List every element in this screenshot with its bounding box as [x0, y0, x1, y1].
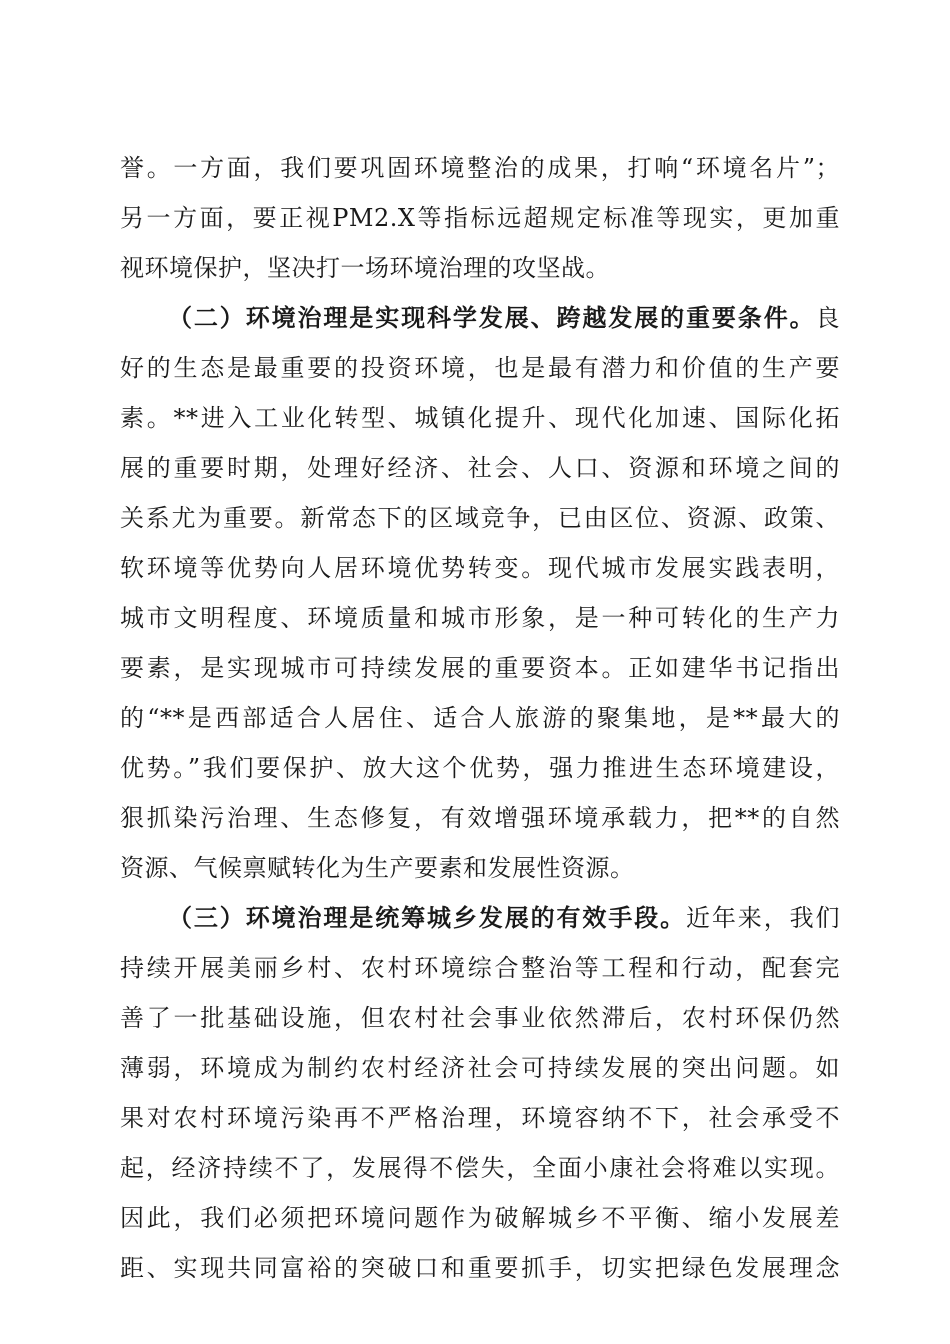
paragraph-2-line-9: 的“**是西部适合人居住、适合人旅游的聚集地，是**最大的: [120, 704, 840, 732]
paragraph-2-line-5: 关系尤为重要。新常态下的区域竞争，已由区位、资源、政策、: [120, 504, 840, 532]
paragraph-2-line-11: 狠抓染污治理、生态修复，有效增强环境承载力，把**的自然: [120, 804, 840, 832]
paragraph-3-line-7: 因此，我们必须把环境问题作为破解城乡不平衡、缩小发展差: [120, 1204, 840, 1232]
paragraph-2-heading: （二）环境治理是实现科学发展、跨越发展的重要条件。: [168, 303, 816, 332]
paragraph-2-first-line-rest: 良: [815, 304, 840, 332]
paragraph-1-line-1: 誉。一方面，我们要巩固环境整治的成果，打响“环境名片”；: [120, 154, 840, 182]
paragraph-2-line-2: 好的生态是最重要的投资环境，也是最有潜力和价值的生产要: [120, 354, 840, 382]
paragraph-2-line-10: 优势。”我们要保护、放大这个优势，强力推进生态环境建设，: [120, 754, 840, 782]
paragraph-2-first-line: [168, 303, 840, 333]
paragraph-3-line-4: 薄弱，环境成为制约农村经济社会可持续发展的突出问题。如: [120, 1054, 840, 1082]
paragraph-1-line-3: 视环境保护，坚决打一场环境治理的攻坚战。: [120, 254, 610, 282]
paragraph-2-line-4: 展的重要时期，处理好经济、社会、人口、资源和环境之间的: [120, 454, 840, 482]
paragraph-3-line-3: 善了一批基础设施，但农村社会事业依然滞后，农村环保仍然: [120, 1004, 840, 1032]
paragraph-3-first-line: [168, 903, 840, 933]
paragraph-2-line-7: 城市文明程度、环境质量和城市形象，是一种可转化的生产力: [120, 604, 840, 632]
paragraph-3-line-5: 果对农村环境污染再不严格治理，环境容纳不下，社会承受不: [120, 1104, 840, 1132]
paragraph-2-line-8: 要素，是实现城市可持续发展的重要资本。正如建华书记指出: [120, 654, 840, 682]
paragraph-1-line-2: 另一方面，要正视PM2.X等指标远超规定标准等现实，更加重: [120, 204, 840, 232]
paragraph-3-line-2: 持续开展美丽乡村、农村环境综合整治等工程和行动，配套完: [120, 954, 840, 982]
paragraph-2-line-12: 资源、气候禀赋转化为生产要素和发展性资源。: [120, 854, 635, 882]
paragraph-2-line-3: 素。**进入工业化转型、城镇化提升、现代化加速、国际化拓: [120, 404, 840, 432]
paragraph-3-line-6: 起，经济持续不了，发展得不偿失，全面小康社会将难以实现。: [120, 1154, 840, 1182]
paragraph-3-heading: （三）环境治理是统筹城乡发展的有效手段。: [168, 903, 686, 932]
paragraph-3-line-8: 距、实现共同富裕的突破口和重要抓手，切实把绿色发展理念: [120, 1254, 840, 1282]
paragraph-3-first-line-rest: 近年来，我们: [686, 904, 840, 932]
paragraph-2-line-6: 软环境等优势向人居环境优势转变。现代城市发展实践表明，: [120, 554, 840, 582]
